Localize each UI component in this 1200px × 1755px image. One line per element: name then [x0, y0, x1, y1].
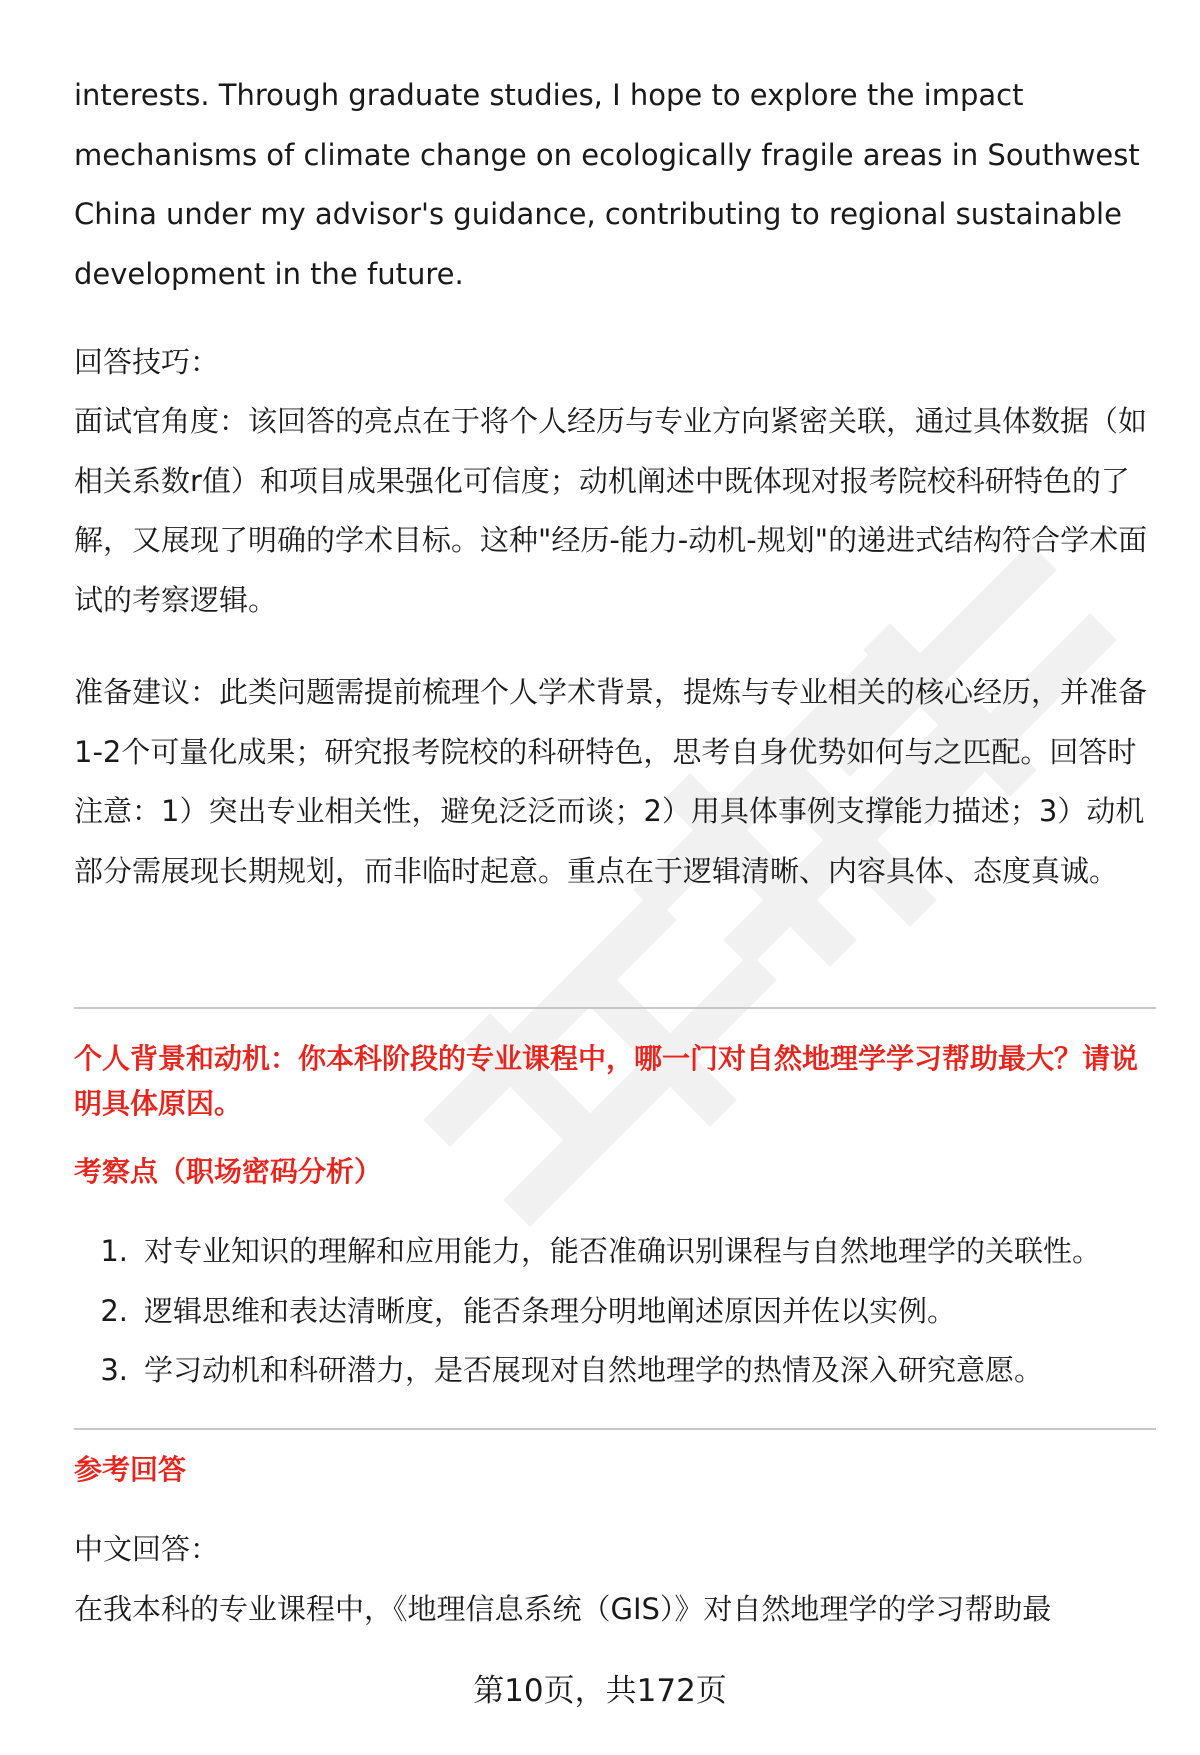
list-item [74, 1282, 1101, 1342]
tips-heading: 回答技巧： [74, 345, 220, 379]
list-item-text: 学习动机和科研潜力，是否展现对自然地理学的热情及深入研究意愿。 [144, 1353, 1044, 1387]
section-divider [74, 1007, 1156, 1009]
section-divider [74, 1428, 1156, 1430]
assessment-list [74, 1222, 1101, 1401]
page-number: 第10页，共172页 [473, 1673, 727, 1709]
list-number: 3. [100, 1353, 128, 1387]
question-title: 个人背景和动机：你本科阶段的专业课程中，哪一门对自然地理学学习帮助最大？请说明具体原因。 [74, 1042, 1139, 1120]
list-item-text: 逻辑思维和表达清晰度，能否条理分明地阐述原因并佐以实例。 [144, 1293, 957, 1328]
list-number: 1. [100, 1234, 128, 1268]
chinese-answer-text: 在我本科的专业课程中，《地理信息系统（GIS）》对自然地理学的学习帮助最 [74, 1592, 1052, 1626]
interviewer-view-paragraph: 面试官角度：该回答的亮点在于将个人经历与专业方向紧密关联，通过具体数据（如相关系数r值）和项目成果强化可信度；动机阐述中既体现对报考院校科研特色的了解，又展现了明确的学术目标。这种"经历-能力-动机-规划"的递进式结构符合学术面试的考察逻辑。 [74, 404, 1148, 617]
preparation-paragraph: 准备建议：此类问题需提前梳理个人学术背景，提炼与专业相关的核心经历，并准备1-2个可量化成果；研究报考院校的科研特色，思考自身优势如何与之匹配。回答时注意：1）突出专业相关性，避免泛泛而谈；2）用具体事例支撑能力描述；3）动机部分需展现长期规划，而非临时起意。重点在于逻辑清晰、内容具体、态度真诚。 [74, 675, 1148, 888]
reference-answer-heading: 参考回答 [74, 1453, 187, 1486]
list-item [74, 1222, 1101, 1282]
chinese-answer-heading: 中文回答： [74, 1532, 220, 1566]
intro-paragraph: interests. Through graduate studies, I hope to explore the impact mechanisms of climate change on ecologically fragile areas in Southwest China under my advisor's guidance, contributing to regional sustainable development in the future. [74, 78, 1140, 291]
list-item-text: 对专业知识的理解和应用能力，能否准确识别课程与自然地理学的关联性。 [144, 1234, 1102, 1268]
list-item [74, 1341, 1101, 1401]
assessment-heading: 考察点（职场密码分析） [74, 1155, 383, 1188]
list-number: 2. [100, 1293, 128, 1328]
